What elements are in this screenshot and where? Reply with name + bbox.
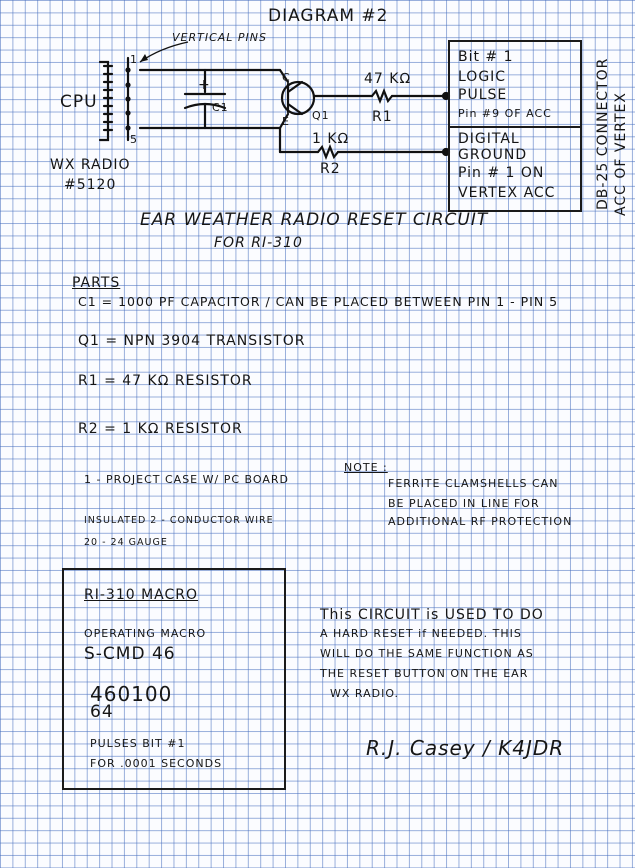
capacitor-label: C1 bbox=[212, 101, 229, 114]
r1-zigzag bbox=[372, 91, 392, 101]
pin-1-label: 1 bbox=[130, 53, 138, 66]
acc-bit-line: Bit # 1 bbox=[458, 49, 514, 65]
r2-zigzag bbox=[318, 147, 338, 157]
acc-pulse-line: PULSE bbox=[458, 87, 508, 103]
r1-label: R1 bbox=[372, 109, 393, 125]
parts-wire-2: 20 - 24 GAUGE bbox=[84, 537, 168, 548]
parts-wire-1: INSULATED 2 - CONDUCTOR WIRE bbox=[84, 515, 274, 526]
acc-pin1-line: Pin # 1 ON bbox=[458, 165, 545, 181]
parts-item-c1: C1 = 1000 PF CAPACITOR / CAN BE PLACED BETWEEN PIN 1 - PIN 5 bbox=[78, 294, 559, 309]
circuit-title: EAR WEATHER RADIO RESET CIRCUIT bbox=[140, 210, 489, 230]
collector-label: C bbox=[282, 71, 291, 84]
note-line-2: BE PLACED IN LINE FOR bbox=[388, 497, 540, 510]
r1-value: 47 KΩ bbox=[364, 71, 412, 87]
connector-label: DB-25 CONNECTOR bbox=[595, 57, 611, 210]
radio-model-label: #5120 bbox=[64, 177, 117, 193]
macro-op-label: OPERATING MACRO bbox=[84, 627, 207, 640]
parts-item-r2: R2 = 1 KΩ RESISTOR bbox=[78, 421, 243, 437]
note-line-3: ADDITIONAL RF PROTECTION bbox=[388, 515, 573, 528]
description-line-4: THE RESET BUTTON ON THE EAR bbox=[320, 667, 529, 680]
parts-heading: PARTS bbox=[72, 275, 121, 291]
circuit-subtitle: FOR RI-310 bbox=[214, 235, 303, 251]
signature: R.J. Casey / K4JDR bbox=[366, 736, 565, 760]
description-line-2: A HARD RESET if NEEDED. THIS bbox=[320, 627, 522, 640]
cpu-label: CPU bbox=[60, 92, 98, 112]
vertical-pins-label: VERTICAL PINS bbox=[172, 31, 268, 44]
wx-radio-label: WX RADIO bbox=[50, 157, 131, 173]
acc-ground-line: GROUND bbox=[458, 147, 528, 163]
emitter-label: E bbox=[282, 115, 290, 128]
macro-op-value: S-CMD 46 bbox=[84, 644, 176, 664]
acc-pin9-line: Pin #9 OF ACC bbox=[458, 107, 552, 120]
macro-pulse-2: FOR .0001 SECONDS bbox=[90, 757, 223, 770]
parts-case: 1 - PROJECT CASE W/ PC BOARD bbox=[84, 473, 289, 486]
capacitor-plus: + bbox=[198, 77, 211, 93]
description-line-5: WX RADIO. bbox=[330, 687, 400, 700]
acc-digital-line: DIGITAL bbox=[458, 131, 520, 147]
parts-item-q1: Q1 = NPN 3904 TRANSISTOR bbox=[78, 333, 306, 349]
parts-item-r1: R1 = 47 KΩ RESISTOR bbox=[78, 373, 253, 389]
macro-code-1: 460100 bbox=[90, 682, 173, 706]
macro-code-2: 64 bbox=[90, 702, 114, 722]
macro-pulse-1: PULSES BIT #1 bbox=[90, 737, 186, 750]
connector-acc-label: ACC OF VERTEX bbox=[613, 92, 629, 216]
description-line-3: WILL DO THE SAME FUNCTION AS bbox=[320, 647, 534, 660]
macro-heading: RI-310 MACRO bbox=[84, 587, 199, 603]
connector-divider bbox=[448, 126, 580, 128]
note-line-1: FERRITE CLAMSHELLS CAN bbox=[388, 477, 559, 490]
pin-5-label: 5 bbox=[130, 133, 138, 146]
diagram-title: DIAGRAM #2 bbox=[268, 6, 389, 26]
acc-vertex-line: VERTEX ACC bbox=[458, 185, 556, 201]
note-heading: NOTE : bbox=[344, 461, 388, 474]
transistor-q1 bbox=[282, 82, 314, 114]
r2-label: R2 bbox=[320, 161, 341, 177]
acc-logic-line: LOGIC bbox=[458, 69, 507, 85]
description-line-1: This CIRCUIT is USED TO DO bbox=[320, 607, 544, 623]
transistor-label: Q1 bbox=[312, 109, 330, 122]
r2-value: 1 KΩ bbox=[312, 131, 350, 147]
